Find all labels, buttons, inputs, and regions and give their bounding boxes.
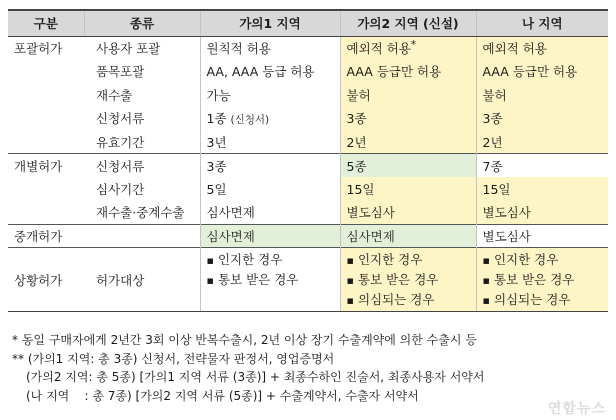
row-kind: 사용자 포괄 [84, 36, 200, 60]
footnote-line: ** (가의1 지역: 총 3종) 신청서, 전략물자 판정서, 영업증명서 [12, 351, 335, 366]
cell-a2: 별도심사 [340, 201, 476, 225]
row-kind [84, 224, 200, 248]
cell-a2: 불허 [340, 83, 476, 107]
table-row [8, 177, 608, 201]
row-kind: 유효기간 [84, 130, 200, 154]
bullet-item: ▪ 인지한 경우 [347, 250, 470, 270]
cell-na [476, 248, 608, 312]
export-license-table [8, 9, 608, 312]
bullet-item: ▪ 의심되는 경우 [483, 290, 603, 310]
bullet-item: ▪ 인지한 경우 [483, 250, 603, 270]
cell-a1: 원칙적 허용 [200, 36, 340, 60]
bullet-list-a1 [207, 250, 334, 290]
cell-a2: 3종 [340, 107, 476, 131]
table-row [8, 107, 608, 131]
table-row [8, 248, 608, 312]
footnote-line: (나 지역 : 총 7종) [가의2 지역 서류 (5종)] + 수출계약서, 수출자 서약서 [26, 388, 419, 403]
bullet-item: ▪ 인지한 경우 [207, 250, 334, 270]
bullet-item: ▪ 통보 받은 경우 [347, 270, 470, 290]
cell-na: 7종 [476, 154, 608, 178]
table-row [8, 201, 608, 225]
cell-a2: 2년 [340, 130, 476, 154]
cell-a1: 3종 [200, 154, 340, 178]
header-region-a2: 가의2 지역 (신설) [340, 10, 476, 36]
cell-a1 [200, 248, 340, 312]
cell-a2 [340, 36, 476, 60]
header-region-na: 나 지역 [476, 10, 608, 36]
row-kind: 품목포괄 [84, 60, 200, 84]
bullet-list-na [483, 250, 603, 310]
footnote-line: * 동일 구매자에게 2년간 3회 이상 반복수출시, 2년 이상 장기 수출계약에 의한 수출시 등 [12, 333, 477, 347]
row-kind: 신청서류 [84, 107, 200, 131]
footnote-mark: * [410, 38, 417, 51]
table-row [8, 154, 608, 178]
group-label-comprehensive: 포괄허가 [14, 41, 63, 56]
group-label-individual: 개별허가 [8, 154, 84, 178]
cell-a1: 3년 [200, 130, 340, 154]
footnote-line: (가의2 지역: 총 5종) [가의1 지역 서류 (3종)] + 최종수하인 진술서, 최종사용자 서약서 [26, 370, 485, 384]
bullet-item: ▪ 통보 받은 경우 [483, 270, 603, 290]
row-kind: 신청서류 [84, 154, 200, 178]
table-header-row [8, 10, 608, 36]
cell-a1-note: (신청서) [230, 114, 270, 127]
table-row [8, 224, 608, 248]
cell-a2: 5종 [340, 154, 476, 178]
cell-a1-text: 1종 [206, 111, 227, 127]
bullet-list-a2 [347, 250, 470, 310]
cell-na: 불허 [476, 83, 608, 107]
cell-a1 [200, 107, 340, 131]
cell-na: 15일 [476, 177, 608, 201]
group-label-catch-all: 상황허가 [8, 248, 84, 312]
header-region-a1: 가의1 지역 [200, 10, 340, 36]
cell-a1: 심사면제 [200, 201, 340, 225]
cell-na: AAA 등급만 허용 [476, 60, 608, 84]
cell-a2: 심사면제 [340, 224, 476, 248]
row-kind: 재수출·중계수출 [84, 201, 200, 225]
cell-a1: 심사면제 [200, 224, 340, 248]
cell-a2: AAA 등급만 허용 [340, 60, 476, 84]
table-row [8, 60, 608, 84]
row-kind: 심사기간 [84, 177, 200, 201]
cell-a1: AA, AAA 등급 허용 [200, 60, 340, 84]
table-row [8, 83, 608, 107]
row-kind: 허가대상 [84, 248, 200, 312]
table-row [8, 36, 608, 60]
row-kind: 재수출 [84, 83, 200, 107]
header-category: 구분 [8, 10, 84, 36]
group-label-brokering: 중개허가 [8, 224, 84, 248]
footnotes [12, 331, 608, 405]
watermark-logo: 연합뉴스 [547, 401, 606, 417]
cell-na: 별도심사 [476, 201, 608, 225]
cell-a2-text: 예외적 허용 [346, 41, 411, 57]
table-row [8, 130, 608, 154]
header-type: 종류 [84, 10, 200, 36]
cell-a1: 5일 [200, 177, 340, 201]
cell-a2 [340, 248, 476, 312]
cell-na: 3종 [476, 107, 608, 131]
bullet-item: ▪ 의심되는 경우 [347, 290, 470, 310]
cell-a2: 15일 [340, 177, 476, 201]
bullet-item: ▪ 통보 받은 경우 [207, 270, 334, 290]
cell-na: 2년 [476, 130, 608, 154]
cell-na: 별도심사 [476, 224, 608, 248]
cell-na: 예외적 허용 [476, 36, 608, 60]
cell-a1: 가능 [200, 83, 340, 107]
